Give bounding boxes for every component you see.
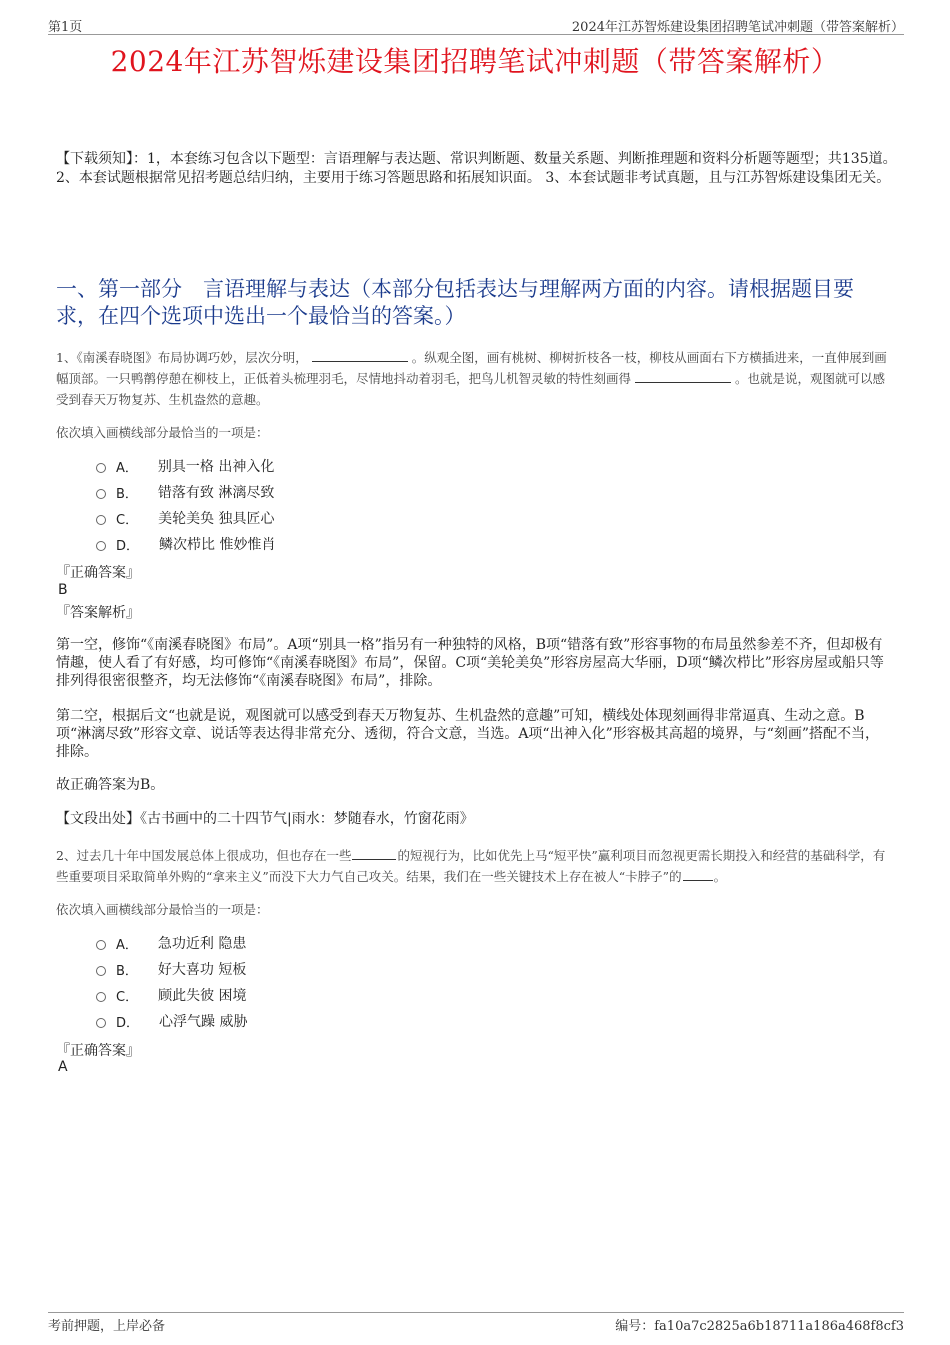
- source-citation: 【文段出处】《古书画中的二十四节气|雨水：梦随春水，竹窗花雨》: [56, 811, 474, 827]
- question-2-part1: 2、过去几十年中国发展总体上很成功，但也存在一些: [56, 848, 352, 863]
- answer-blank: [635, 370, 731, 383]
- page-header: [48, 14, 904, 35]
- answer-label: 『正确答案』: [56, 565, 140, 581]
- option-letter: A．: [116, 937, 138, 953]
- analysis-paragraph-2: 第二空，根据后文“也就是说，观图就可以感受到春天万物复苏、生机盎然的意趣”可知，横线处体现刻画得非常逼真、生动之意。B项“淋漓尽致”形容文章、说话等表达得非常充分、透彻，符合文意，当选。A项“出神入化”形容极其高超的境界，与“刻画”搭配不当，排除。: [56, 708, 880, 760]
- option-text: 心浮气躁 威胁: [159, 1014, 248, 1030]
- section-title: 一、第一部分 言语理解与表达（本部分包括表达与理解两方面的内容。请根据题目要求，在四个选项中选出一个最恰当的答案。）: [56, 277, 854, 328]
- question-1-part1: 1、《南溪春晓图》布局协调巧妙，层次分明，: [56, 350, 308, 365]
- document-title: 2024年江苏智烁建设集团招聘笔试冲刺题（带答案解析）: [110, 45, 840, 78]
- option-a[interactable]: [96, 453, 275, 479]
- option-letter: B．: [116, 963, 138, 979]
- question-1-options: [96, 453, 275, 557]
- option-text: 鳞次栉比 惟妙惟肖: [159, 537, 276, 553]
- option-text: 错落有致 淋漓尽致: [157, 485, 275, 501]
- option-text: 美轮美奂 独具匠心: [158, 511, 275, 527]
- page-footer: [48, 1312, 904, 1333]
- radio-icon[interactable]: [96, 515, 106, 525]
- option-c[interactable]: [96, 982, 247, 1008]
- answer-label: 『正确答案』: [56, 1043, 140, 1059]
- radio-icon[interactable]: [96, 541, 106, 551]
- question-1-part3: 。也就是说，观图就可以感受到春天万物复苏、生机盎然的意趣。: [56, 371, 886, 407]
- option-b[interactable]: [96, 479, 275, 505]
- answer-blank: [352, 847, 396, 860]
- option-letter: D．: [116, 1015, 140, 1031]
- header-doc-title: 2024年江苏智烁建设集团招聘笔试冲刺题（带答案解析）: [571, 20, 904, 35]
- question-1-text: [56, 347, 892, 410]
- radio-icon[interactable]: [96, 1018, 106, 1028]
- radio-icon[interactable]: [96, 992, 106, 1002]
- option-c[interactable]: [96, 505, 275, 531]
- analysis-paragraph-1: 第一空，修饰“《南溪春晓图》布局”。A项“别具一格”指另有一种独特的风格，B项“错落有致”形容事物的布局虽然参差不齐，但却极有情趣，使人看了有好感，均可修饰“《南溪春晓图》布局”，保留。C项“美轮美奂”形容房屋高大华丽，D项“鳞次栉比”形容房屋或船只等排列得很密很整齐，均无法修饰“《南溪春晓图》布局”，排除。: [56, 637, 884, 689]
- option-letter: D．: [116, 538, 140, 554]
- download-notice: 【下载须知】：1，本套练习包含以下题型：言语理解与表达题、常识判断题、数量关系题、判断推理题和资料分析题等题型；共135道。 2、本套试题根据常见招考题总结归纳，主要用于练习答题思路和拓展知识面。 3、本套试题非考试真题，且与江苏智烁建设集团无关。: [56, 151, 897, 186]
- option-d[interactable]: [96, 1008, 247, 1034]
- page-number: 第1页: [48, 20, 83, 35]
- correct-answer: A: [58, 1059, 68, 1075]
- question-1-prompt: 依次填入画横线部分最恰当的一项是：: [56, 425, 269, 440]
- footer-slogan: 考前押题，上岸必备: [48, 1319, 166, 1334]
- radio-icon[interactable]: [96, 966, 106, 976]
- answer-blank: [312, 349, 408, 362]
- answer-blank: [683, 868, 713, 881]
- question-1-part2: 。纵观全图，画有桃树、柳树折枝各一枝，柳枝从画面右下方横插进来，一直伸展到画幅顶部。一只鸭鹡停憩在柳枝上，正低着头梳理羽毛，尽情地抖动着羽毛，把鸟儿机智灵敏的特性刻画得: [56, 350, 887, 386]
- option-text: 好大喜功 短板: [157, 962, 247, 978]
- option-a[interactable]: [96, 930, 247, 956]
- correct-answer: B: [58, 582, 68, 598]
- question-2-text: [56, 845, 892, 887]
- question-2-part2: 的短视行为，比如优先上马“短平快”赢利项目而忽视更需长期投入和经营的基础科学，有些重要项目采取简单外购的“拿来主义”而没下大力气自己攻关。结果，我们在一些关键技术上存在被人“卡脖子”的: [56, 848, 886, 884]
- option-d[interactable]: [96, 531, 275, 557]
- radio-icon[interactable]: [96, 940, 106, 950]
- radio-icon[interactable]: [96, 463, 106, 473]
- option-letter: C．: [116, 512, 139, 528]
- analysis-label: 『答案解析』: [56, 605, 140, 621]
- analysis-conclusion: 故正确答案为B。: [56, 777, 165, 793]
- question-2-part3: 。: [713, 869, 727, 884]
- option-text: 急功近利 隐患: [157, 936, 247, 952]
- option-b[interactable]: [96, 956, 247, 982]
- option-letter: B．: [116, 486, 138, 502]
- question-2-prompt: 依次填入画横线部分最恰当的一项是：: [56, 902, 269, 917]
- question-2-options: [96, 930, 247, 1034]
- option-text: 别具一格 出神入化: [157, 459, 275, 475]
- option-letter: A．: [116, 460, 138, 476]
- radio-icon[interactable]: [96, 489, 106, 499]
- option-text: 顾此失彼 困境: [158, 988, 247, 1004]
- option-letter: C．: [116, 989, 139, 1005]
- footer-serial: 编号：fa10a7c2825a6b18711a186a468f8cf3: [615, 1319, 904, 1334]
